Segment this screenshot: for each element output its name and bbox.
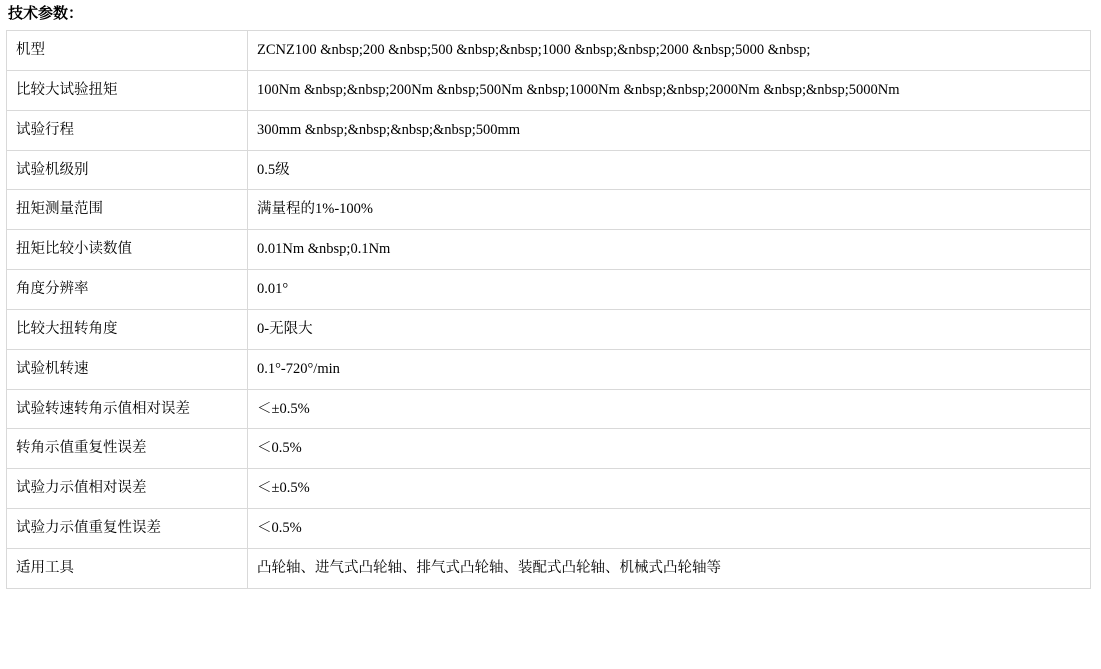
row-value: 0.5级 <box>248 150 1091 190</box>
row-label: 试验力示值重复性误差 <box>7 509 248 549</box>
page-title: 技术参数： <box>8 5 84 22</box>
row-label: 扭矩测量范围 <box>7 190 248 230</box>
technical-parameters-table <box>6 30 1091 589</box>
row-value: ＜±0.5% <box>248 469 1091 509</box>
table-row <box>7 270 1091 310</box>
row-value: ZCNZ100 &nbsp;200 &nbsp;500 &nbsp;&nbsp;1000 &nbsp;&nbsp;2000 &nbsp;5000 &nbsp; <box>248 31 1091 71</box>
row-value: 0.01Nm &nbsp;0.1Nm <box>248 230 1091 270</box>
row-value: ＜±0.5% <box>248 389 1091 429</box>
row-label: 扭矩比较小读数值 <box>7 230 248 270</box>
table-row <box>7 150 1091 190</box>
row-label: 试验机级别 <box>7 150 248 190</box>
table-row <box>7 230 1091 270</box>
row-label: 角度分辨率 <box>7 270 248 310</box>
table-row <box>7 429 1091 469</box>
row-label: 试验机转速 <box>7 349 248 389</box>
row-label: 转角示值重复性误差 <box>7 429 248 469</box>
row-label: 试验力示值相对误差 <box>7 469 248 509</box>
row-value: 0-无限大 <box>248 309 1091 349</box>
row-label: 比较大试验扭矩 <box>7 70 248 110</box>
table-body <box>7 31 1091 589</box>
row-label: 适用工具 <box>7 548 248 588</box>
table-row <box>7 70 1091 110</box>
row-label: 比较大扭转角度 <box>7 309 248 349</box>
table-row <box>7 469 1091 509</box>
table-row <box>7 309 1091 349</box>
table-row <box>7 190 1091 230</box>
table-row <box>7 110 1091 150</box>
table-row <box>7 389 1091 429</box>
row-label: 机型 <box>7 31 248 71</box>
row-value: ＜0.5% <box>248 429 1091 469</box>
row-label: 试验行程 <box>7 110 248 150</box>
row-value: ＜0.5% <box>248 509 1091 549</box>
row-value: 0.01° <box>248 270 1091 310</box>
row-value: 凸轮轴、进气式凸轮轴、排气式凸轮轴、装配式凸轮轴、机械式凸轮轴等 <box>248 548 1091 588</box>
table-row <box>7 548 1091 588</box>
table-row <box>7 349 1091 389</box>
row-label: 试验转速转角示值相对误差 <box>7 389 248 429</box>
row-value: 满量程的1%-100% <box>248 190 1091 230</box>
row-value: 300mm &nbsp;&nbsp;&nbsp;&nbsp;500mm <box>248 110 1091 150</box>
table-row <box>7 31 1091 71</box>
table-row <box>7 509 1091 549</box>
row-value: 100Nm &nbsp;&nbsp;200Nm &nbsp;500Nm &nbsp;1000Nm &nbsp;&nbsp;2000Nm &nbsp;&nbsp;5000Nm <box>248 70 1091 110</box>
row-value: 0.1°-720°/min <box>248 349 1091 389</box>
